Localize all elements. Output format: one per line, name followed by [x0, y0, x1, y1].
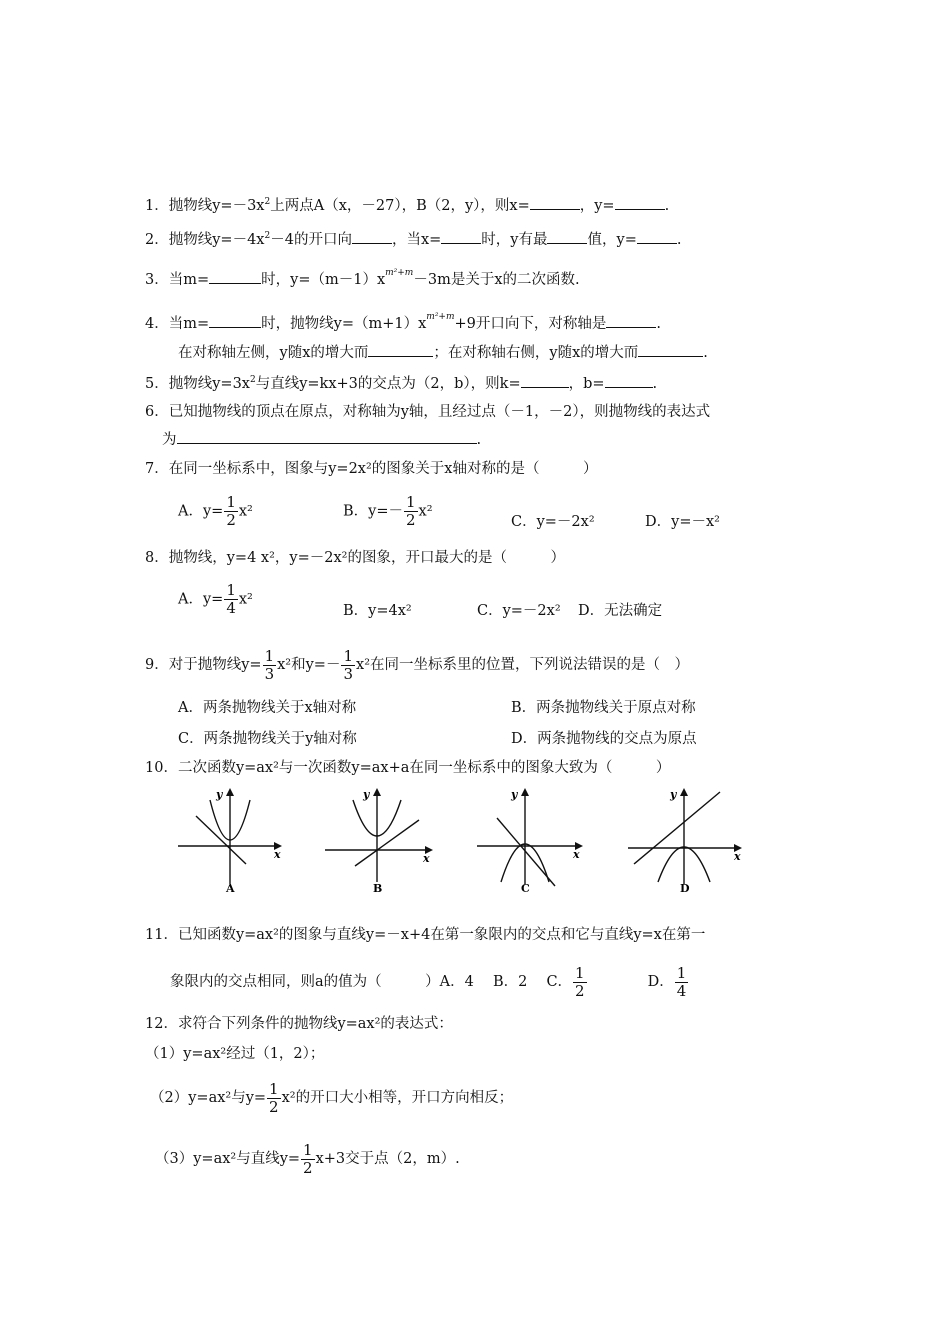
answer-blank[interactable]	[521, 372, 569, 388]
fraction: $\frac{1}{2}$	[303, 1140, 313, 1177]
answer-blank[interactable]	[209, 268, 261, 284]
option-7d[interactable]: D．y=－x²	[645, 514, 720, 530]
question-6-line-2: 为 .	[162, 428, 481, 450]
fraction: $\frac{1}{2}$	[406, 493, 416, 529]
option-7b[interactable]: B．y=－ $\frac{1}{2}$ x²	[343, 493, 433, 529]
graph-label: C	[521, 882, 530, 894]
axis-x-label: x	[423, 852, 430, 865]
question-2: 2．抛物线$y=-4x^2-4$的开口向 ，当x= 时，y有最 值，y= .	[145, 226, 681, 250]
axis-x-label: x	[573, 848, 580, 861]
question-7: 7．在同一坐标系中，图象与y=2x²的图象关于x轴对称的是（ ）	[145, 461, 598, 477]
question-8: 8．抛物线，y=4 x²，y=－2x²的图象，开口最大的是（ ）	[145, 550, 565, 566]
option-9c[interactable]: C．两条抛物线关于y轴对称	[178, 731, 357, 747]
question-5: 5．抛物线$y=3x^2$与直线y=kx+3的交点为（2，b），则k= ，b= .	[145, 370, 657, 394]
answer-blank[interactable]	[547, 228, 587, 244]
graph-d[interactable]	[628, 786, 753, 894]
fraction: $\frac{1}{4}$	[226, 581, 236, 617]
option-8b[interactable]: B．y=4x²	[343, 603, 412, 619]
option-8c[interactable]: C．y=－2x²	[477, 603, 561, 619]
answer-blank[interactable]	[606, 312, 656, 328]
answer-blank[interactable]	[638, 341, 703, 357]
question-12-part-3: （3）y=ax²与直线y= $\frac{1}{2}$ x+3交于点（2，m）.	[155, 1140, 460, 1177]
answer-blank[interactable]	[368, 341, 433, 357]
axis-x-label: x	[734, 850, 741, 863]
answer-blank[interactable]	[177, 428, 477, 444]
option-7a[interactable]: A．y= $\frac{1}{2}$ x²	[178, 493, 253, 529]
fraction: $\frac{1}{2}$	[575, 963, 585, 1000]
axis-y-label: y	[363, 788, 370, 801]
answer-blank[interactable]	[530, 194, 580, 210]
answer-blank[interactable]	[605, 372, 653, 388]
graph-label: A	[226, 882, 235, 894]
question-1: 1．抛物线$y=-3x^2$上两点A（x，－27），B（2，y），则x= ，y= .	[145, 192, 669, 216]
question-10: 10．二次函数y=ax²与一次函数y=ax+a在同一坐标系中的图象大致为（ ）	[145, 760, 671, 776]
axis-x-label: x	[274, 848, 281, 861]
answer-blank[interactable]	[615, 194, 665, 210]
question-11: 11．已知函数y=ax²的图象与直线y=－x+4在第一象限内的交点和它与直线y=x在第一	[145, 927, 706, 943]
superscript-2: 2	[264, 197, 271, 207]
option-8a[interactable]: A．y= $\frac{1}{4}$ x²	[178, 581, 253, 617]
option-9a[interactable]: A．两条抛物线关于x轴对称	[178, 700, 357, 716]
question-4-line-2: 在对称轴左侧，y随x的增大而 ；在对称轴右侧，y随x的增大而 .	[178, 341, 708, 363]
question-6: 6．已知抛物线的顶点在原点，对称轴为y轴，且经过点（－1，－2），则抛物线的表达式	[145, 404, 711, 420]
question-9: 9．对于抛物线y= $\frac{1}{3}$ x²和y=－ $\frac{1}{3}$ x²在同一坐标系里的位置，下列说法错误的是（ ）	[145, 646, 690, 683]
axis-y-label: y	[670, 788, 677, 801]
graph-label: D	[680, 882, 690, 894]
fraction: $\frac{1}{4}$	[676, 963, 687, 1000]
graph-a[interactable]	[178, 786, 288, 894]
question-12-part-2: （2）y=ax²与y= $\frac{1}{2}$ x²的开口大小相等，开口方向相反；	[150, 1079, 514, 1116]
answer-blank[interactable]	[352, 228, 392, 244]
graph-label: B	[373, 882, 383, 894]
option-7c[interactable]: C．y=－2x²	[511, 514, 595, 530]
question-12-part-1: （1）y=ax²经过（1，2）；	[145, 1046, 325, 1062]
graph-c[interactable]	[475, 786, 590, 894]
question-4: 4．当m= 时，抛物线$y=(m+1)x^{m^2+m}+9$开口向下，对称轴是 .	[145, 312, 661, 332]
question-3: 3．当m= 时，$y=(m-1)x^{m^2+m}-3m$是关于x的二次函数.	[145, 268, 580, 288]
graph-options	[170, 786, 760, 894]
answer-blank[interactable]	[209, 312, 261, 328]
graph-b[interactable]	[325, 786, 435, 894]
option-8d[interactable]: D．无法确定	[578, 603, 663, 619]
option-9d[interactable]: D．两条抛物线的交点为原点	[511, 731, 697, 747]
fraction: $\frac{1}{3}$	[264, 646, 275, 683]
answer-blank[interactable]	[441, 228, 481, 244]
axis-y-label: y	[216, 788, 223, 801]
fraction: $\frac{1}{3}$	[343, 646, 354, 683]
answer-blank[interactable]	[637, 228, 677, 244]
option-9b[interactable]: B．两条抛物线关于原点对称	[511, 700, 696, 716]
question-11-line-2: 象限内的交点相同，则a的值为（ ）A．4 B．2 C． $\frac{1}{2}$ D． $\frac{1}{4}$	[170, 963, 687, 1000]
question-12: 12．求符合下列条件的抛物线y=ax²的表达式：	[145, 1016, 453, 1032]
fraction: $\frac{1}{2}$	[226, 493, 236, 529]
axis-y-label: y	[511, 788, 518, 801]
fraction: $\frac{1}{2}$	[269, 1079, 279, 1116]
